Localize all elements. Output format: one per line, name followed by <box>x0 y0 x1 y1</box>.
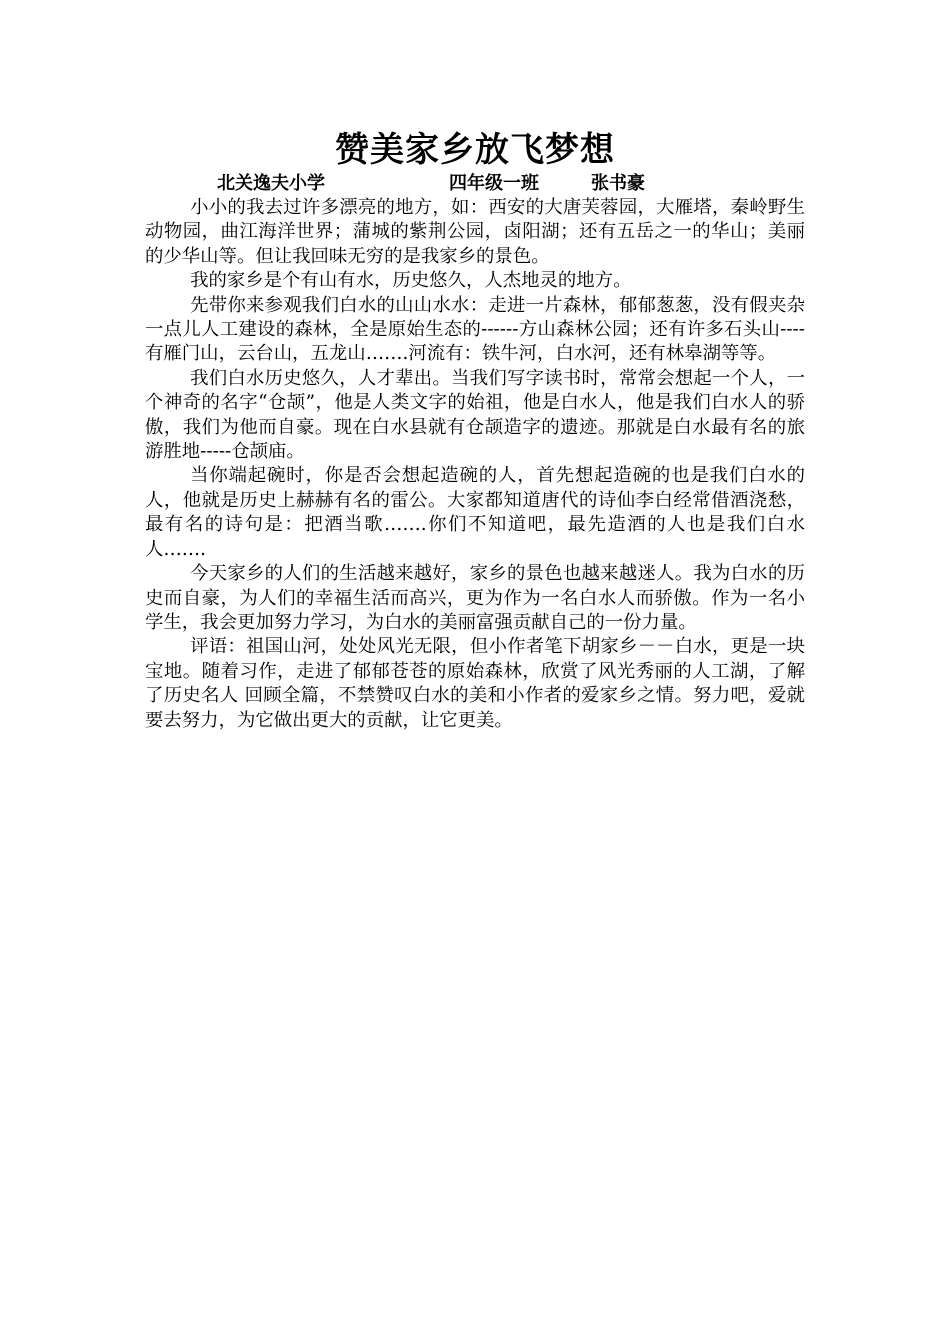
class-name: 四年级一班 <box>449 173 539 194</box>
paragraph-teacher-comment: 评语：祖国山河，处处风光无限，但小作者笔下胡家乡－－白水，更是一块宝地。随着习作，走进了郁郁苍苍的原始森林，欣赏了风光秀丽的人工湖，了解了历史名人 回顾全篇，不禁赞叹白水的美和小作者的爱家乡之情。努力吧，爱就要去努力，为它做出更大的贡献，让它更美。 <box>145 636 805 731</box>
paragraph-hometown: 我的家乡是个有山有水，历史悠久，人杰地灵的地方。 <box>190 270 632 292</box>
paragraph-history: 我们白水历史悠久，人才辈出。当我们写字读书时，常常会想起一个人，一个神奇的名字“仓颉”，他是人类文字的始祖，他是白水人，他是我们白水人的骄傲，我们为他而自豪。现在白水县就有仓颉造字的遗迹。那就是白水最有名的旅游胜地-----仓颉庙。 <box>145 367 805 463</box>
paragraph-inventors: 当你端起碗时，你是否会想起造碗的人，首先想起造碗的也是我们白水的人，他就是历史上赫赫有名的雷公。大家都知道唐代的诗仙李白经常借酒浇愁，最有名的诗句是：把酒当歌…….你们不知道吧，最先造酒的人也是我们白水人……. <box>145 465 805 560</box>
author-byline <box>145 172 805 196</box>
paragraph-scenery: 先带你来参观我们白水的山山水水：走进一片森林，郁郁葱葱，没有假夹杂一点儿人工建设的森林，全是原始生态的------方山森林公园；还有许多石头山----有雁门山，云台山，五龙山…….河流有：铁牛河，白水河，还有林皋湖等等。 <box>145 294 805 365</box>
document-title: 赞美家乡放飞梦想 <box>335 130 615 170</box>
school-name: 北关逸夫小学 <box>217 173 325 194</box>
student-name: 张书豪 <box>591 173 645 194</box>
paragraph-intro: 小小的我去过许多漂亮的地方，如：西安的大唐芙蓉园，大雁塔，秦岭野生动物园，曲江海洋世界；蒲城的紫荆公园，卤阳湖；还有五岳之一的华山；美丽的少华山等。但让我回味无穷的是我家乡的景色。 <box>145 197 805 267</box>
document-page <box>145 128 805 733</box>
paragraph-conclusion: 今天家乡的人们的生活越来越好，家乡的景色也越来越迷人。我为白水的历史而自豪，为人们的幸福生活而高兴，更为作为一名白水人而骄傲。作为一名小学生，我会更加努力学习，为白水的美丽富强贡献自己的一份力量。 <box>145 563 805 633</box>
